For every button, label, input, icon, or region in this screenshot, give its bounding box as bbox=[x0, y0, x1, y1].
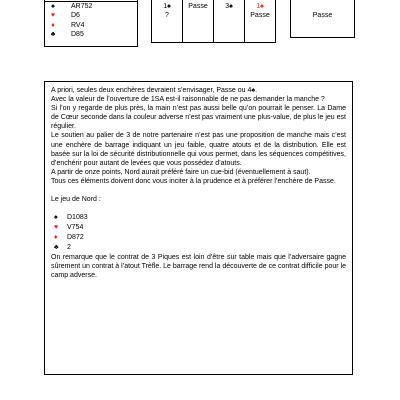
nord-cards: V754 bbox=[67, 224, 84, 232]
hand-row-spades bbox=[45, 2, 137, 11]
commentary-paragraph: Si l’on y regarde de plus près, la main n’est pas aussi belle qu’on pourrait le penser. La Dame de Cœur seconde dans la couleur adverse n’est pas vraiment une plus-value, de plus le jeu est régulier. bbox=[51, 105, 346, 131]
nord-row-diamonds bbox=[51, 233, 346, 243]
heart-icon: ♥ bbox=[50, 12, 56, 20]
bid-cell bbox=[152, 0, 183, 43]
bid-text: 1♠ bbox=[163, 3, 171, 10]
commentary-paragraph: Tous ces éléments doivent donc vous inciter à la prudence et à préférer l’enchère de Passe. bbox=[51, 177, 336, 185]
nord-row-spades bbox=[51, 213, 346, 223]
nord-cards: 2 bbox=[67, 244, 71, 252]
commentary-paragraph: Avec la valeur de l’ouverture de 1SA est-il raisonnable de ne pas demander la manche ? bbox=[51, 96, 325, 104]
club-icon: ♣ bbox=[50, 31, 56, 39]
bid-text: Passe bbox=[188, 3, 208, 10]
bid-cell-right: Passe bbox=[290, 0, 355, 38]
hand-cards: D85 bbox=[71, 31, 84, 39]
hand-cards: AR752 bbox=[71, 3, 93, 10]
diamond-icon: ♦ bbox=[54, 234, 58, 242]
club-icon: ♣ bbox=[54, 244, 59, 252]
nord-row-hearts bbox=[51, 223, 346, 233]
hand-box bbox=[44, 0, 138, 47]
bidding-table bbox=[151, 0, 276, 43]
commentary-box bbox=[44, 81, 353, 375]
commentary-paragraph: A partir de onze points, Nord aurait préféré faire un cue-bid (éventuellement à saut). bbox=[51, 168, 311, 176]
nord-cards: D1083 bbox=[67, 214, 88, 222]
spade-icon: ♠ bbox=[51, 3, 55, 10]
nord-hand-title: Le jeu de Nord : bbox=[51, 196, 101, 204]
hand-cards: RV4 bbox=[71, 21, 85, 29]
commentary-paragraph: A priori, seules deux enchères devraient s’envisager, Passe ou 4♠. bbox=[51, 87, 258, 94]
hand-row-hearts bbox=[45, 11, 137, 20]
heart-icon: ♥ bbox=[54, 224, 59, 232]
commentary-paragraph: On remarque que le contrat de 3 Piques est loin d’être sur table mais que l’adversaire gagne sûrement un contrat à l’atout Trèfle. Le barrage rend la découverte de ce contrat difficile pour le camp adverse. bbox=[51, 254, 346, 280]
diamond-icon: ♦ bbox=[51, 21, 55, 29]
bid-text: 3♠ bbox=[225, 3, 233, 10]
hand-row-clubs bbox=[45, 30, 137, 39]
hand-row-diamonds bbox=[45, 21, 137, 30]
bid-text: 1♠ bbox=[256, 3, 264, 10]
commentary-paragraph: Le soutien au palier de 3 de notre partenaire n’est pas une proposition de manche mais c’est une enchère de barrage indiquant un jeu faible, quatre atouts et de la distribution. Elle est basée sur la loi de sécurité distributionnelle qui vous permet, dans les séquences compétitives, d’enchérir pour autant de levées que vous possédez d’atouts. bbox=[51, 132, 346, 167]
bid-cell bbox=[214, 0, 245, 43]
bid-cell bbox=[245, 0, 276, 43]
nord-cards: D872 bbox=[67, 234, 84, 242]
bid-text: ? bbox=[165, 12, 169, 19]
hand-cards: D6 bbox=[71, 12, 80, 20]
bid-cell bbox=[183, 0, 214, 43]
nord-row-clubs bbox=[51, 243, 346, 253]
spade-icon: ♠ bbox=[54, 214, 58, 222]
bid-text: Passe bbox=[250, 12, 270, 19]
